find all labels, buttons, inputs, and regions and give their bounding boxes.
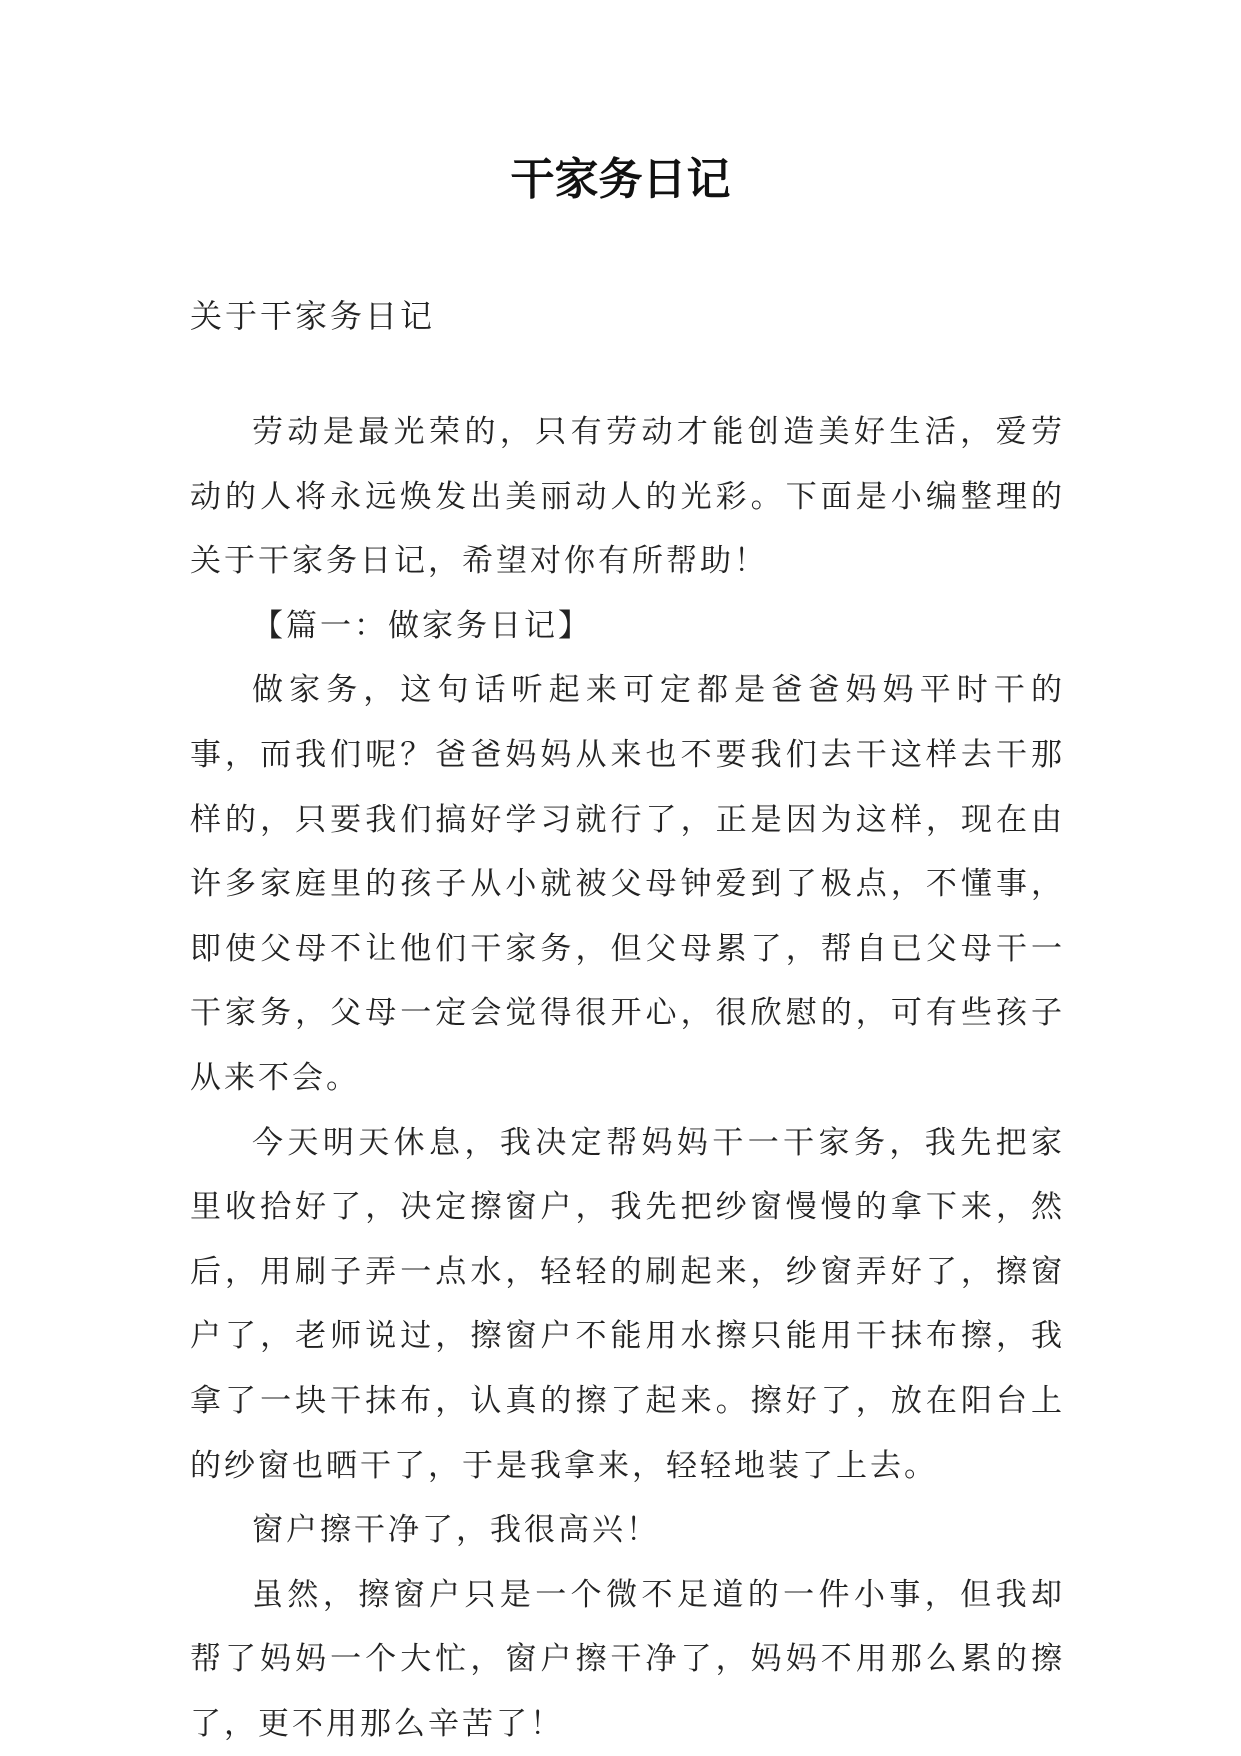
document-body xyxy=(190,400,1065,1756)
paragraph-intro: 劳动是最光荣的，只有劳动才能创造美好生活，爱劳动的人将永远焕发出美丽动人的光彩。下面是小编整理的关于干家务日记，希望对你有所帮助！ xyxy=(190,414,1065,580)
paragraph: 今天明天休息，我决定帮妈妈干一干家务，我先把家里收拾好了，决定擦窗户，我先把纱窗慢慢的拿下来，然后，用刷子弄一点水，轻轻的刷起来，纱窗弄好了，擦窗户了，老师说过，擦窗户不能用水擦只能用干抹布擦，我拿了一块干抹布，认真的擦了起来。擦好了，放在阳台上的纱窗也晒干了，于是我拿来，轻轻地装了上去。 xyxy=(190,1124,1065,1484)
document-subtitle: 关于干家务日记 xyxy=(190,297,436,335)
document-title: 干家务日记 xyxy=(510,154,731,205)
paragraph: 做家务，这句话听起来可定都是爸爸妈妈平时干的事，而我们呢？爸爸妈妈从来也不要我们去干这样去干那样的，只要我们搞好学习就行了，正是因为这样，现在由许多家庭里的孩子从小就被父母钟爱到了极点，不懂事，即使父母不让他们干家务，但父母累了，帮自已父母干一干家务，父母一定会觉得很开心，很欣慰的，可有些孩子从来不会。 xyxy=(190,672,1065,1096)
paragraph: 窗户擦干净了，我很高兴！ xyxy=(252,1512,660,1549)
section-heading: 【篇一：做家务日记】 xyxy=(252,607,592,644)
paragraph: 虽然，擦窗户只是一个微不足道的一件小事，但我却帮了妈妈一个大忙，窗户擦干净了，妈妈不用那么累的擦了，更不用那么辛苦了！ xyxy=(190,1576,1065,1742)
